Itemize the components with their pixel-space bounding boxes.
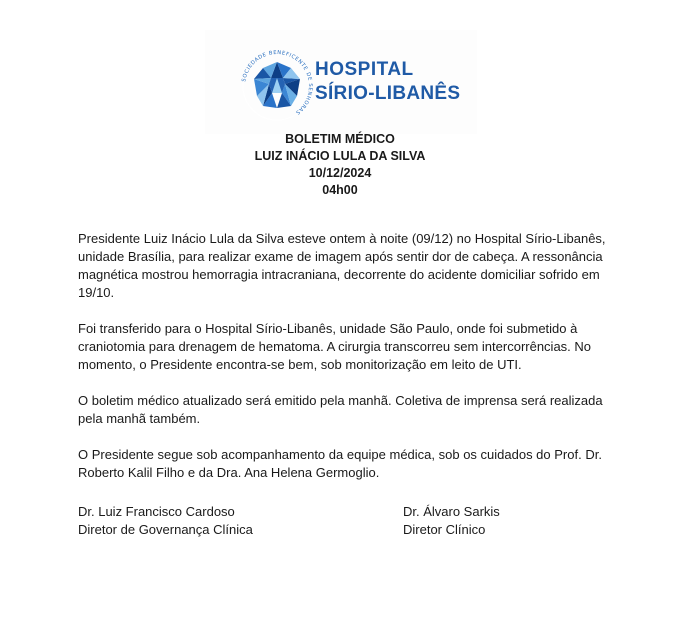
patient-name: LUIZ INÁCIO LULA DA SILVA (254, 149, 426, 163)
hospital-emblem-icon (241, 50, 313, 122)
signatory-name: Dr. Luiz Francisco Cardoso (78, 504, 235, 519)
logo-line-1: HOSPITAL (315, 59, 414, 80)
paragraph: O Presidente segue sob acompanhamento da equipe médica, sob os cuidados do Prof. Dr. Roberto Kalil Filho e da Dra. Ana Helena Germoglio. (78, 447, 602, 480)
bulletin-title: BOLETIM MÉDICO (285, 132, 395, 146)
paragraph: Foi transferido para o Hospital Sírio-Libanês, unidade São Paulo, onde foi submetido à craniotomia para drenagem de hematoma. A cirurgia transcorreu sem intercorrências. No momento, o Presidente encontra-se bem, sob monitorização em leito de UTI. (78, 321, 592, 372)
svg-text:SOCIEDADE BENEFICENTE DE SENHO: SOCIEDADE BENEFICENTE DE SENHORAS (241, 50, 313, 116)
hospital-wordmark (315, 58, 460, 106)
signatory-name: Dr. Álvaro Sarkis (403, 504, 500, 519)
bulletin-time: 04h00 (322, 183, 358, 197)
paragraph: O boletim médico atualizado será emitido pela manhã. Coletiva de imprensa será realizada pela manhã também. (78, 393, 603, 426)
bulletin-date: 10/12/2024 (308, 166, 372, 180)
bulletin-body (78, 230, 623, 500)
bulletin-header (0, 131, 680, 199)
logo-line-2: SÍRIO-LIBANÊS (315, 83, 461, 104)
signature-block (78, 503, 253, 539)
signatory-role: Diretor Clínico (403, 522, 486, 537)
paragraph: Presidente Luiz Inácio Lula da Silva esteve ontem à noite (09/12) no Hospital Sírio-Libanês, unidade Brasília, para realizar exame de imagem após sentir dor de cabeça. A ressonância magnética mostrou hemorragia intracraniana, decorrente do acidente domiciliar sofrido em 19/10. (78, 231, 606, 300)
signatory-role: Diretor de Governança Clínica (78, 522, 253, 537)
signature-block (403, 503, 500, 539)
hospital-logo (205, 30, 477, 134)
